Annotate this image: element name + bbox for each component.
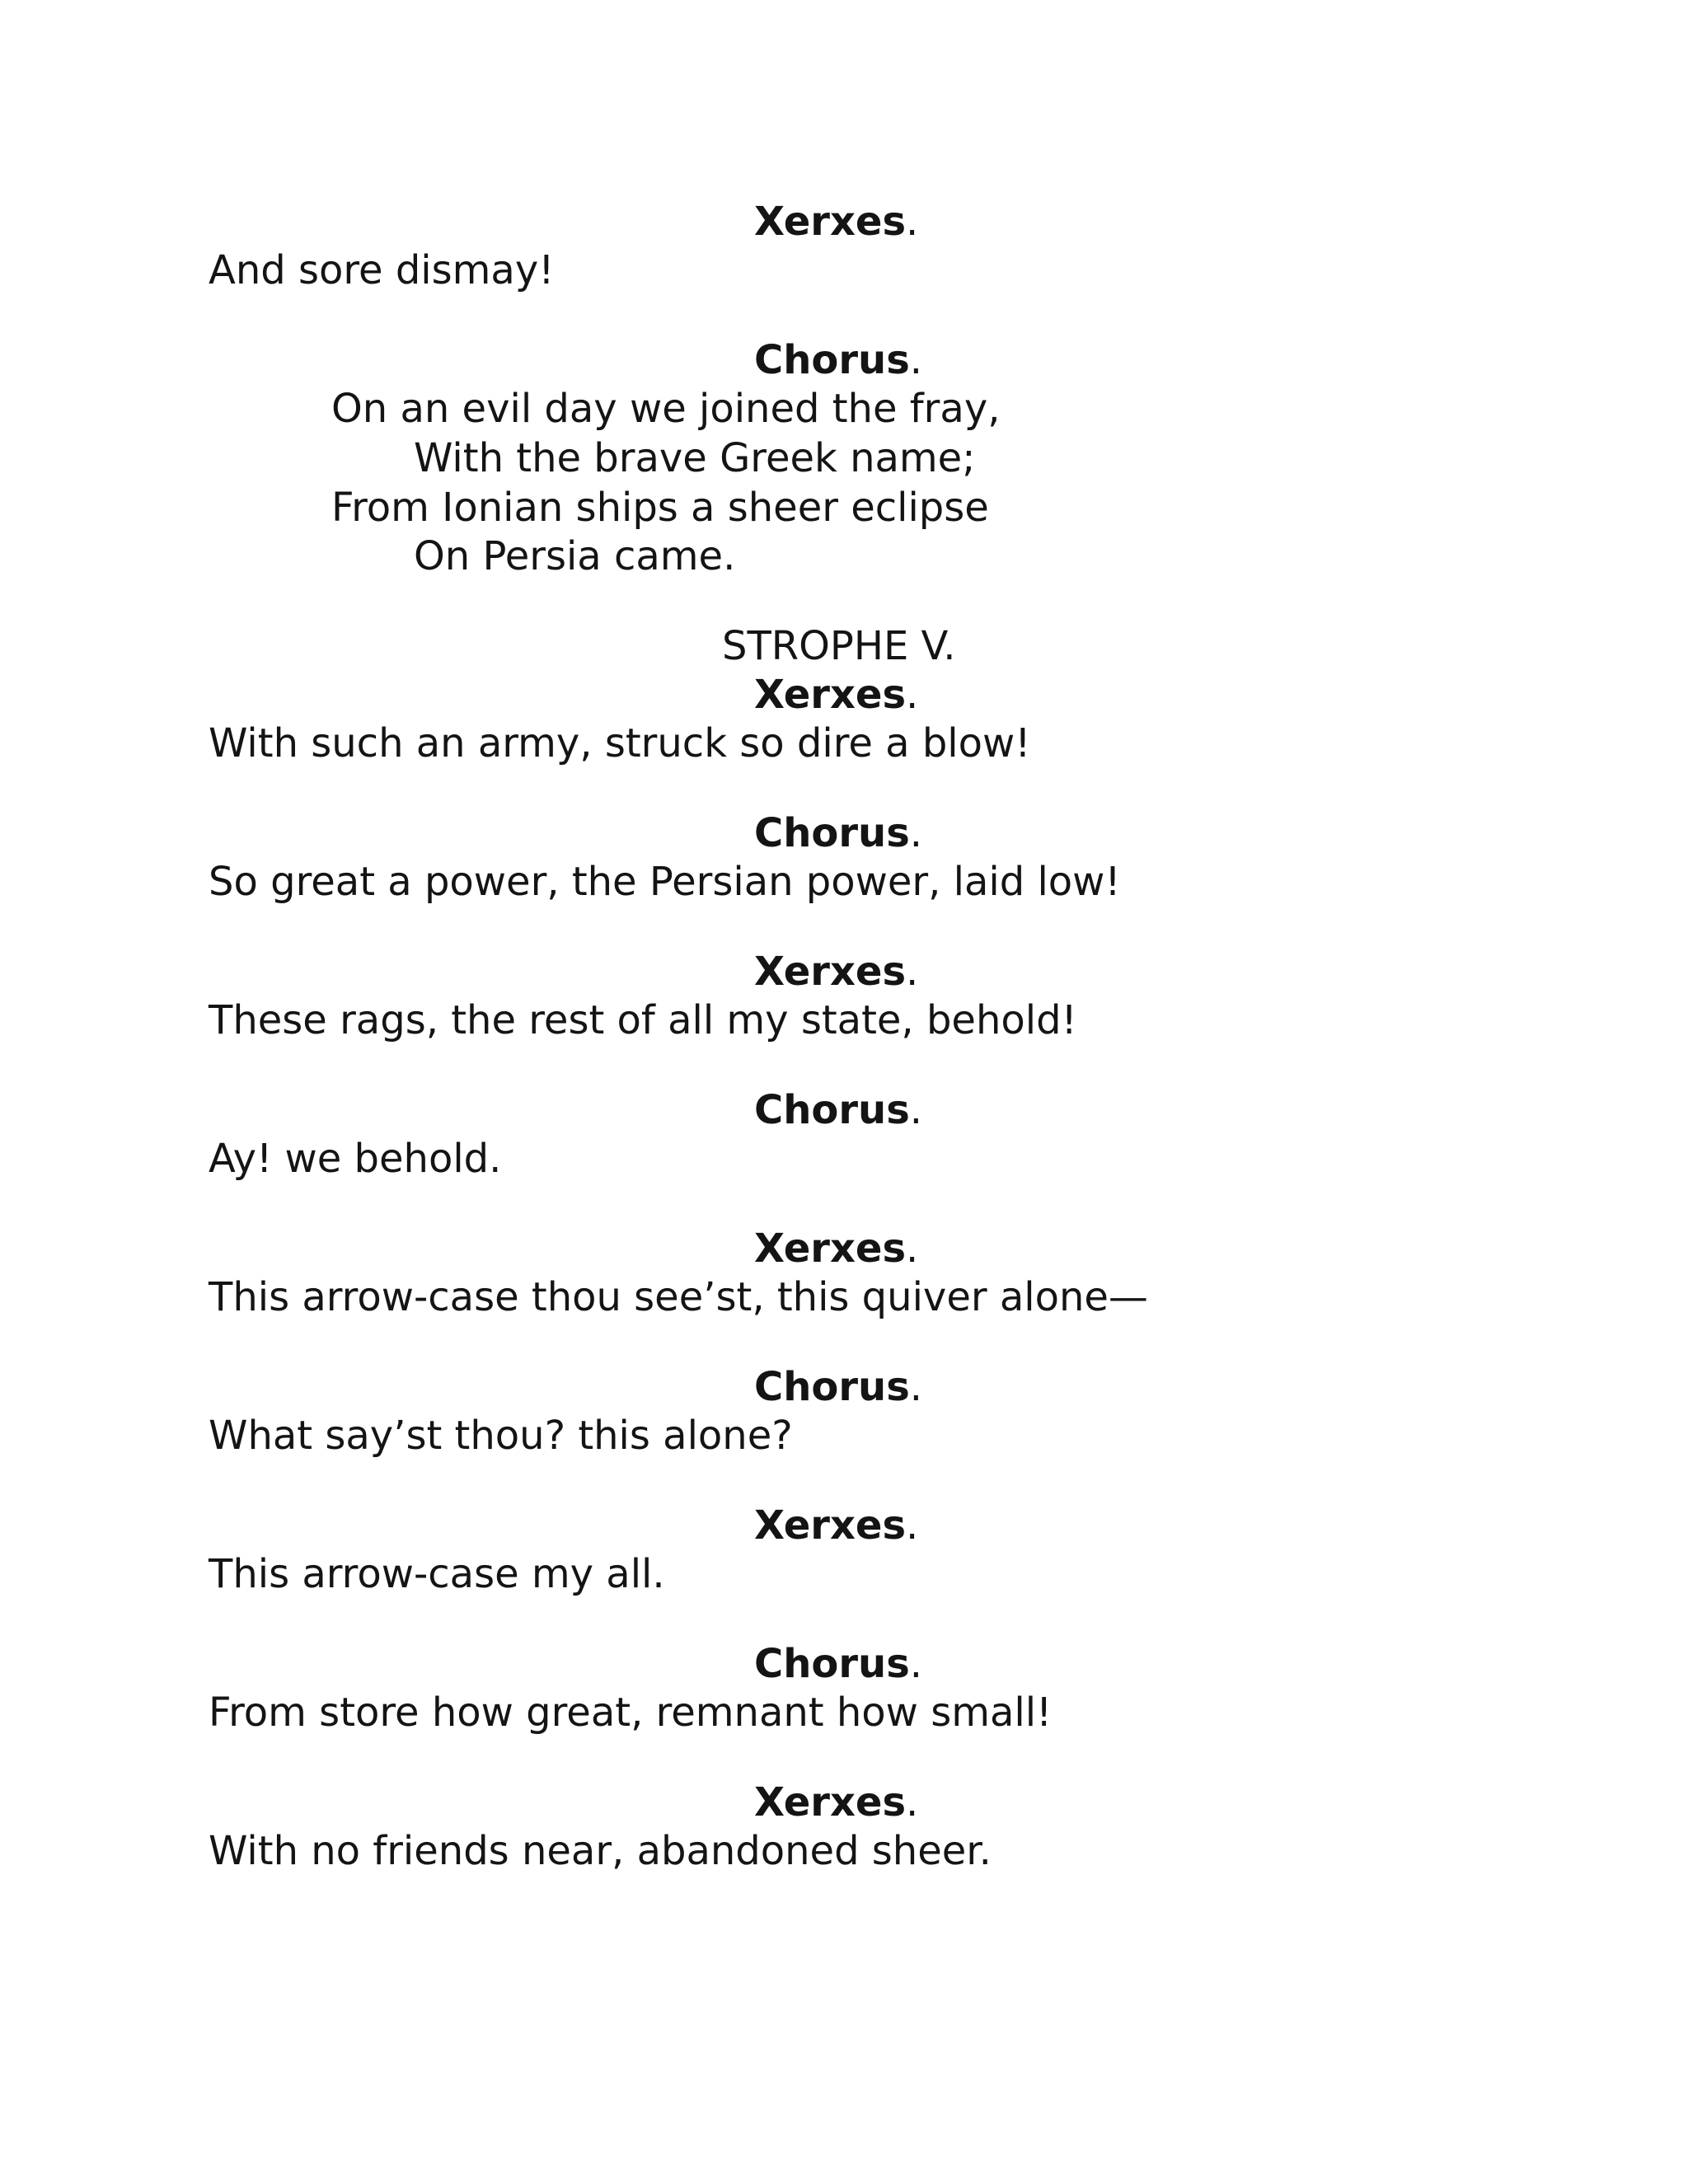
speaker-name: Chorus. xyxy=(754,1364,923,1410)
speaker-name: Xerxes. xyxy=(754,1502,919,1549)
dialogue-line: From store how great, remnant how small! xyxy=(209,1690,1053,1736)
verse-line: On Persia came. xyxy=(414,533,736,579)
speaker-name: Xerxes. xyxy=(754,672,919,718)
dialogue-line: With no friends near, abandoned sheer. xyxy=(209,1828,992,1874)
speaker-name: Xerxes. xyxy=(754,199,919,245)
speaker-name: Xerxes. xyxy=(754,1226,919,1272)
speaker-name: Xerxes. xyxy=(754,949,919,995)
dialogue-line: This arrow-case thou see’st, this quiver alone— xyxy=(209,1274,1148,1320)
dialogue-line: And sore dismay! xyxy=(209,247,555,293)
verse-line: From Ionian ships a sheer eclipse xyxy=(331,485,989,531)
dialogue-line: With such an army, struck so dire a blow! xyxy=(209,720,1031,766)
dialogue-line: So great a power, the Persian power, laid low! xyxy=(209,859,1121,905)
dialogue-line: These rags, the rest of all my state, behold! xyxy=(209,997,1077,1043)
dialogue-line: Ay! we behold. xyxy=(209,1136,502,1182)
dialogue-line: This arrow-case my all. xyxy=(209,1551,665,1597)
strophe-heading: STROPHE V. xyxy=(722,623,956,669)
speaker-name: Xerxes. xyxy=(754,1779,919,1825)
dialogue-line: What say’st thou? this alone? xyxy=(209,1413,793,1459)
speaker-name: Chorus. xyxy=(754,810,923,856)
speaker-name: Chorus. xyxy=(754,337,923,383)
speaker-name: Chorus. xyxy=(754,1641,923,1687)
verse-line: With the brave Greek name; xyxy=(414,435,976,481)
verse-line: On an evil day we joined the fray, xyxy=(331,386,1001,432)
speaker-name: Chorus. xyxy=(754,1087,923,1133)
